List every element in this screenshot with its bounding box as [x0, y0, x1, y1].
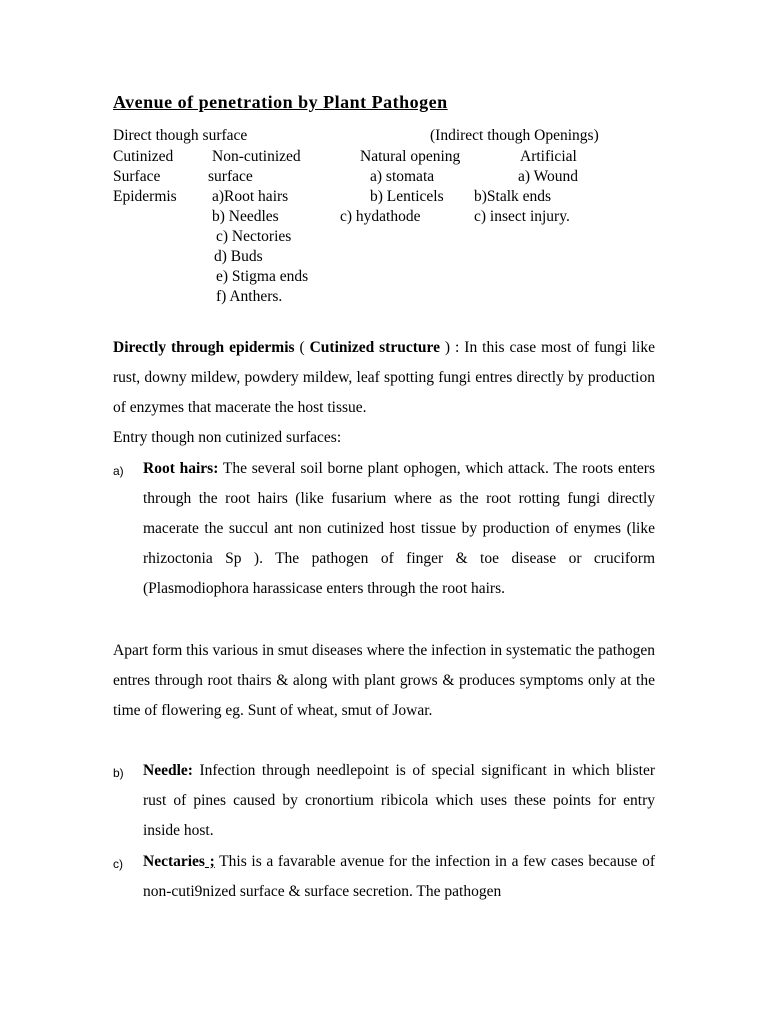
list-marker-c: c): [113, 857, 123, 871]
list-item-nectaries: [113, 847, 655, 907]
needle-text: Infection through needlepoint is of special significant in which blister rust of pines caused by cronortium ribicola which uses these points for entry inside host.: [143, 762, 655, 839]
needle-heading: Needle:: [143, 762, 193, 779]
para1-bold-heading: Directly through epidermis: [113, 339, 295, 356]
root-hairs-text: The several soil borne plant ophogen, which attack. The roots enters through the root hairs (like fusarium where as the root rotting fungi directly macerate the succul ant non cutinized host tissue by production of enymes (like rhizoctonia Sp ). The pathogen of finger & toe disease or cruciform (Plasmodiophora harassicase enters through the root hairs.: [143, 460, 655, 597]
col-cutinized: Cutinized: [113, 148, 174, 165]
list-item-needle: [113, 756, 655, 846]
page-title: Avenue of penetration by Plant Pathogen: [113, 92, 448, 112]
row4-c3: b) Lenticels: [370, 188, 444, 205]
col-non-cutinized: Non-cutinized: [212, 148, 301, 165]
para1-text: ) : In this case most of fungi like rust, downy mildew, powdery mildew, leaf spotting fungi entres directly by production of enzymes that macerate the host tissue.: [113, 339, 655, 416]
nectaries-heading: Nectaries: [143, 853, 205, 870]
paragraph-epidermis: [113, 333, 655, 423]
row3-c4: a) Wound: [518, 168, 579, 185]
row6-c2: c) Nectories: [216, 228, 292, 245]
row4-c4: b)Stalk ends: [474, 188, 552, 205]
paragraph-smut: Apart form this various in smut diseases where the infection in systematic the pathogen entres through root thairs & along with plant grows & produces symptoms only at the time of flowering eg. Sunt of wheat, smut of Jowar.: [113, 642, 655, 719]
col-artificial: Artificial: [520, 148, 577, 165]
nectaries-text: This is a favarable avenue for the infection in a few cases because of non-cuti9nized surface & surface secretion. The pathogen: [143, 853, 655, 900]
list-marker-b: b): [113, 766, 124, 780]
nectaries-separator: ;: [204, 853, 215, 870]
row3-c3: a) stomata: [370, 168, 435, 185]
root-hairs-heading: Root hairs:: [143, 460, 219, 477]
row5-c3: c) hydathode: [340, 208, 421, 225]
list-marker-a: a): [113, 464, 124, 478]
entry-line: Entry though non cutinized surfaces:: [113, 429, 342, 446]
row5-c4: c) insect injury.: [474, 208, 570, 225]
para1-open-paren: (: [294, 339, 310, 356]
indirect-heading: (Indirect though Openings): [430, 127, 599, 144]
row5-c2: b) Needles: [212, 208, 279, 225]
list-item-root-hairs: [113, 454, 655, 604]
para1-bold-structure: Cutinized structure: [309, 339, 440, 356]
row3-c1: Surface: [113, 168, 161, 185]
row3-c2: surface: [208, 168, 253, 185]
direct-heading: Direct though surface: [113, 127, 248, 144]
row4-c1: Epidermis: [113, 188, 177, 205]
row8-c2: e) Stigma ends: [216, 268, 309, 285]
row9-c2: f) Anthers.: [216, 288, 283, 305]
col-natural-opening: Natural opening: [360, 148, 461, 165]
row7-c2: d) Buds: [214, 248, 263, 265]
row4-c2: a)Root hairs: [212, 188, 289, 205]
